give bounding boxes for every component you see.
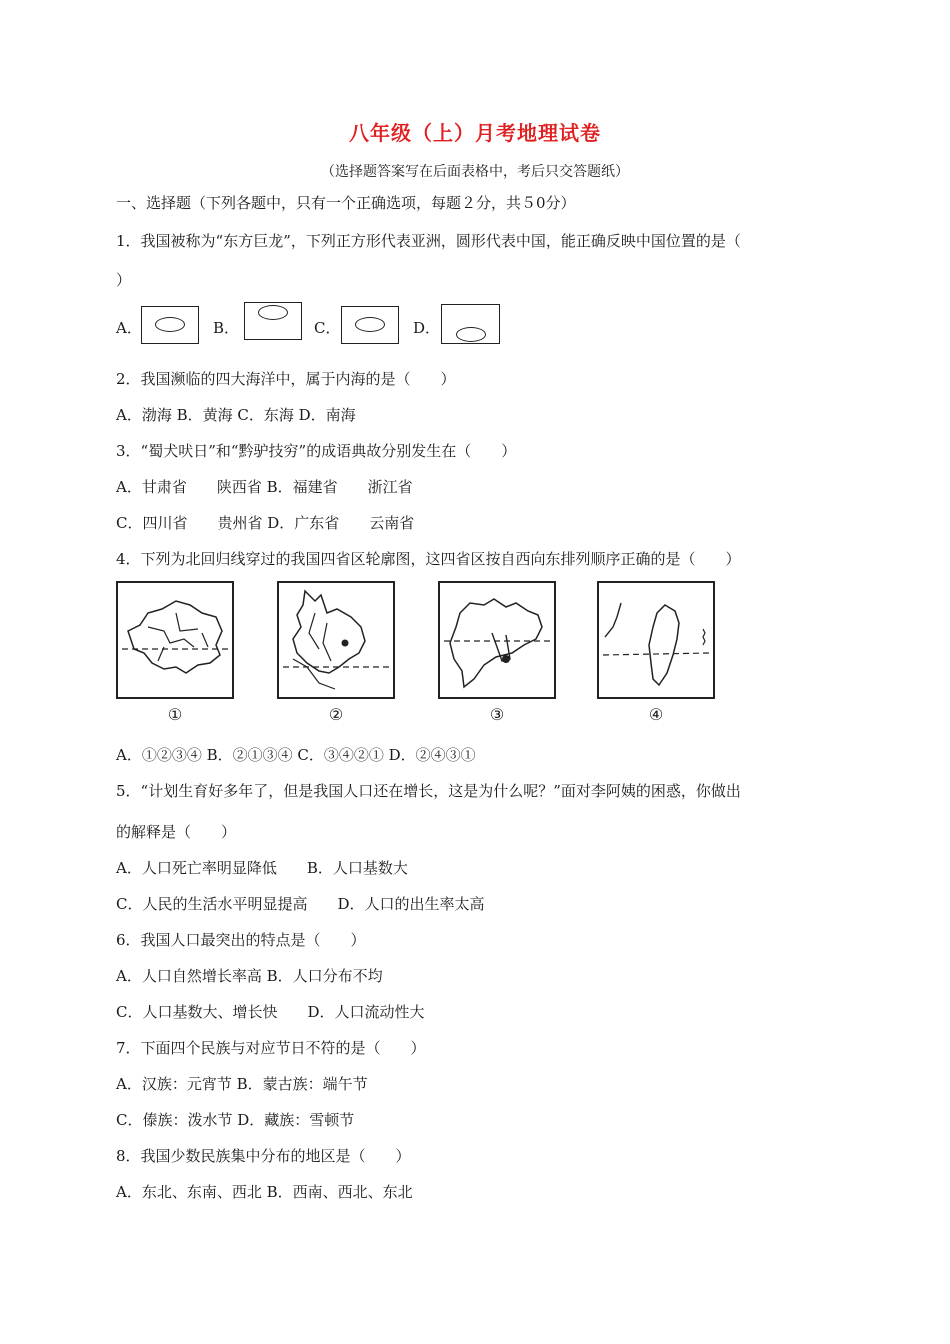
q5-stem-line1: 5．“计划生育好多年了，但是我国人口还在增长，这是为什么呢？”面对李阿姨的困惑，你做出 [116, 782, 741, 800]
map-label-3: ③ [489, 705, 505, 724]
map-label-1: ① [167, 705, 183, 724]
page-title: 八年级（上）月考地理试卷 [349, 121, 601, 145]
q7-options-line2: C．傣族：泼水节 D．藏族：雪顿节 [116, 1111, 355, 1129]
q7-stem: 7．下面四个民族与对应节日不符的是（ ） [116, 1039, 426, 1057]
q2-stem: 2．我国濒临的四大海洋中，属于内海的是（ ） [116, 370, 456, 388]
q8-stem: 8．我国少数民族集中分布的地区是（ ） [116, 1147, 411, 1165]
q6-options-line2: C．人口基数大、增长快 D．人口流动性大 [116, 1003, 425, 1021]
q1-option-a-oval [155, 317, 185, 332]
q1-stem-line1: 1．我国被称为“东方巨龙”，下列正方形代表亚洲，圆形代表中国，能正确反映中国位置的是（ [116, 232, 741, 250]
q7-options-line1: A．汉族：元宵节 B．蒙古族：端午节 [116, 1075, 368, 1093]
q3-options-line1: A．甘肃省 陕西省 B．福建省 浙江省 [116, 478, 413, 496]
map-yunnan-outline [279, 583, 393, 697]
map-guangdong [438, 581, 556, 699]
q1-option-b-oval [258, 305, 288, 320]
map-yunnan [277, 581, 395, 699]
q1-option-d-square [441, 304, 500, 344]
q1-option-b-square [244, 302, 302, 340]
q8-options: A．东北、东南、西北 B．西南、西北、东北 [116, 1183, 413, 1201]
q3-options-line2: C．四川省 贵州省 D．广东省 云南省 [116, 514, 415, 532]
q4-maps [116, 581, 716, 731]
q5-options-line1: A．人口死亡率明显降低 B．人口基数大 [116, 859, 408, 877]
q1-option-c-square [341, 306, 399, 344]
q1-option-a-square [141, 306, 199, 344]
map-label-4: ④ [648, 705, 664, 724]
map-taiwan-outline [599, 583, 713, 697]
map-label-2: ② [328, 705, 344, 724]
q1-options [116, 302, 536, 344]
map-guangxi [116, 581, 234, 699]
q1-stem-line2: ） [116, 271, 132, 289]
q5-options-line2: C．人民的生活水平明显提高 D．人口的出生率太高 [116, 895, 485, 913]
q4-options: A．①②③④ B．②①③④ C．③④②① D．②④③① [116, 746, 476, 764]
q1-option-c-oval [355, 317, 385, 332]
q2-options: A．渤海 B．黄海 C．东海 D．南海 [116, 406, 356, 424]
q5-stem-line2: 的解释是（ ） [116, 823, 237, 841]
map-taiwan [597, 581, 715, 699]
q6-stem: 6．我国人口最突出的特点是（ ） [116, 931, 366, 949]
page-subtitle: （选择题答案写在后面表格中，考后只交答题纸） [321, 164, 629, 180]
q3-stem: 3．“蜀犬吠日”和“黔驴技穷”的成语典故分别发生在（ ） [116, 442, 517, 460]
q1-option-b-label: B． [213, 319, 240, 337]
q6-options-line1: A．人口自然增长率高 B．人口分布不均 [116, 967, 383, 985]
map-guangxi-outline [118, 583, 232, 697]
q4-stem: 4．下列为北回归线穿过的我国四省区轮廓图，这四省区按自西向东排列顺序正确的是（ ） [116, 550, 741, 568]
q1-option-d-oval [456, 327, 486, 342]
q1-option-a-label: A． [116, 319, 142, 337]
map-guangdong-outline [440, 583, 554, 697]
section-header: 一、选择题（下列各题中，只有一个正确选项，每题２分，共５0分） [116, 194, 576, 212]
q1-option-c-label: C． [314, 319, 341, 337]
q1-option-d-label: D． [413, 319, 441, 337]
